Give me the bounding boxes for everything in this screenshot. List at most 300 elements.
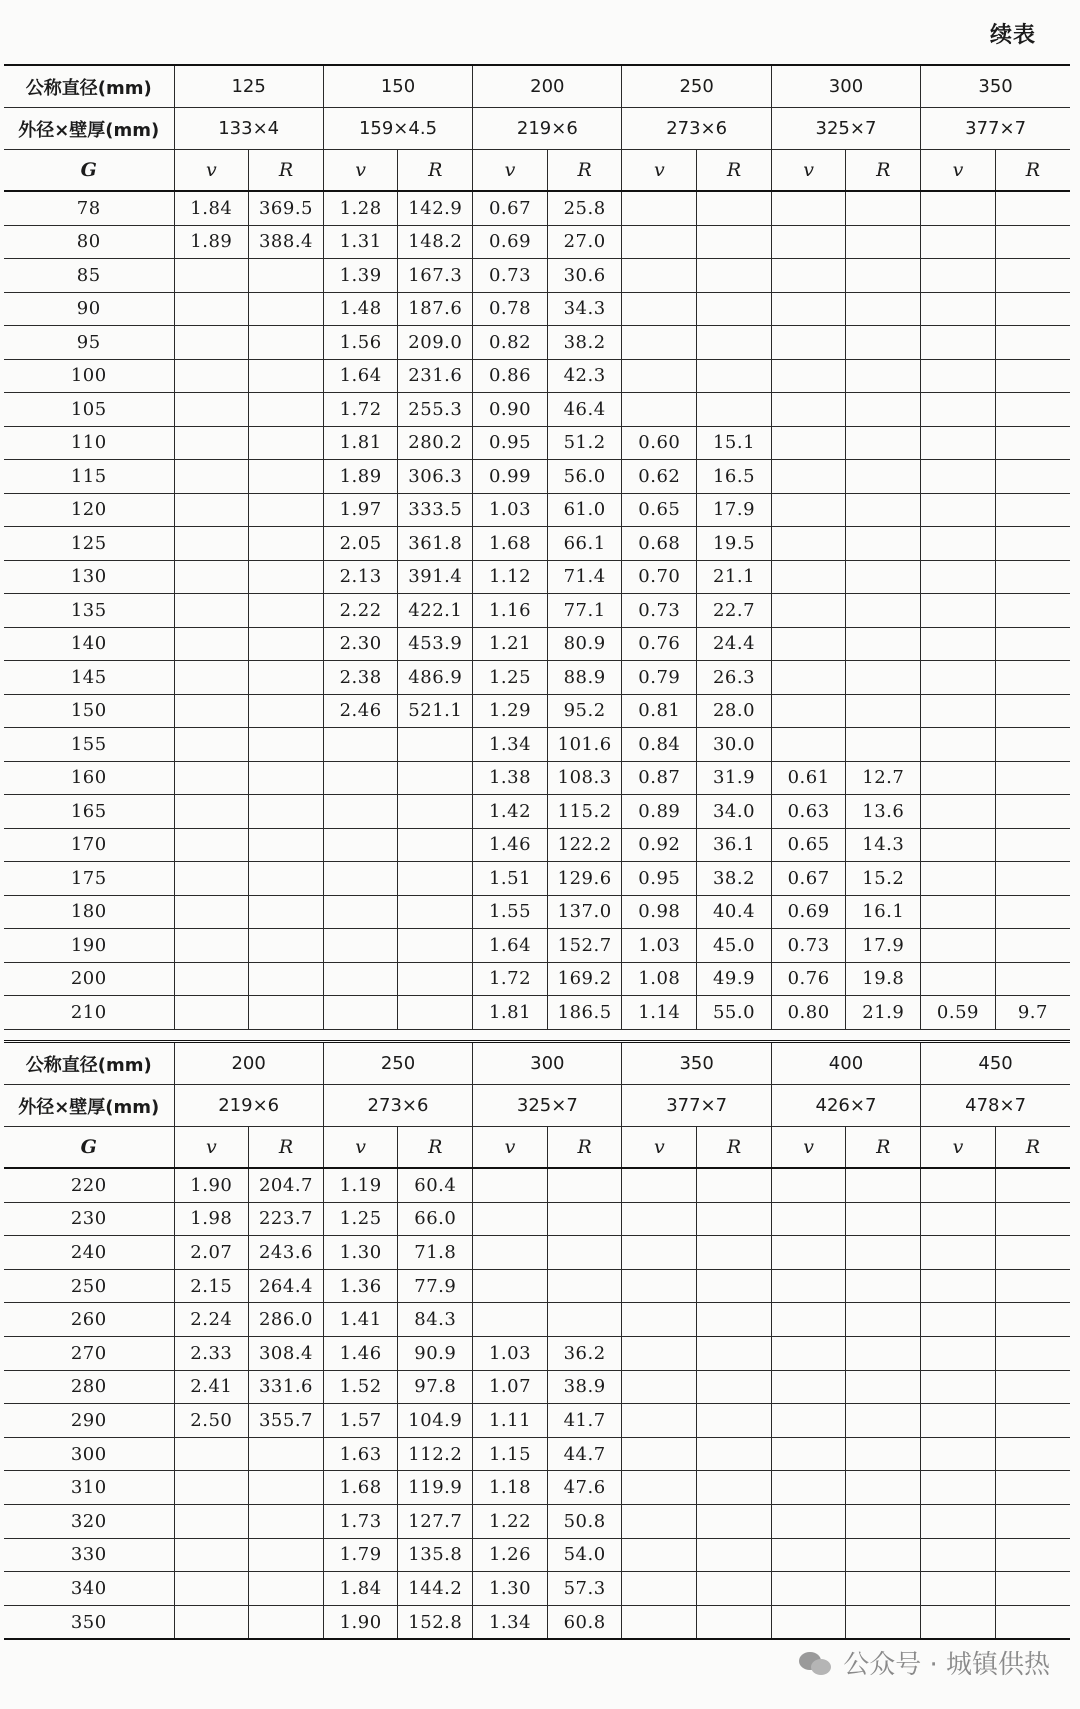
resistance-cell: 42.3	[547, 359, 622, 393]
velocity-cell	[771, 1572, 846, 1606]
velocity-cell: 1.12	[473, 560, 548, 594]
table-row	[4, 929, 1070, 963]
velocity-cell: 1.16	[473, 594, 548, 628]
resistance-cell: 34.3	[547, 292, 622, 326]
velocity-cell: 0.73	[622, 594, 697, 628]
velocity-cell	[771, 1236, 846, 1270]
resistance-cell: 13.6	[846, 795, 921, 829]
flow-rate-cell: 120	[4, 493, 174, 527]
velocity-cell	[174, 862, 249, 896]
velocity-cell: 1.64	[323, 359, 398, 393]
resistance-header: R	[995, 150, 1070, 192]
velocity-cell	[323, 962, 398, 996]
flow-rate-header: G	[4, 150, 174, 192]
velocity-cell: 1.52	[323, 1370, 398, 1404]
velocity-cell	[921, 1471, 996, 1505]
pipe-size-label: 外径×壁厚(mm)	[4, 108, 174, 150]
flow-rate-cell: 130	[4, 560, 174, 594]
flow-rate-cell: 350	[4, 1605, 174, 1639]
velocity-cell	[323, 761, 398, 795]
resistance-cell	[846, 326, 921, 360]
table-row	[4, 1572, 1070, 1606]
velocity-cell: 2.24	[174, 1303, 249, 1337]
velocity-cell	[473, 1236, 548, 1270]
velocity-cell	[323, 929, 398, 963]
resistance-cell: 422.1	[398, 594, 473, 628]
velocity-cell	[771, 359, 846, 393]
resistance-cell	[995, 895, 1070, 929]
velocity-cell	[622, 191, 697, 225]
resistance-cell	[846, 1336, 921, 1370]
resistance-cell	[249, 1437, 324, 1471]
nominal-diameter-row	[4, 1042, 1070, 1085]
flow-rate-cell: 260	[4, 1303, 174, 1337]
flow-rate-cell: 80	[4, 225, 174, 259]
table-row	[4, 359, 1070, 393]
resistance-cell	[995, 1605, 1070, 1639]
velocity-cell: 1.90	[174, 1168, 249, 1202]
resistance-cell	[547, 1202, 622, 1236]
pipe-size-row	[4, 1085, 1070, 1127]
velocity-cell: 1.36	[323, 1269, 398, 1303]
velocity-header: v	[473, 1127, 548, 1169]
watermark	[799, 1644, 1050, 1681]
wechat-icon	[799, 1650, 833, 1676]
velocity-cell	[771, 1437, 846, 1471]
resistance-cell: 144.2	[398, 1572, 473, 1606]
resistance-cell	[846, 393, 921, 427]
pipe-size-cell: 478×7	[921, 1085, 1070, 1127]
flow-rate-cell: 160	[4, 761, 174, 795]
velocity-cell: 1.72	[473, 962, 548, 996]
velocity-cell: 0.73	[771, 929, 846, 963]
velocity-cell	[921, 1236, 996, 1270]
flow-rate-cell: 180	[4, 895, 174, 929]
table-row	[4, 996, 1070, 1030]
resistance-cell: 38.9	[547, 1370, 622, 1404]
nominal-diameter-cell: 350	[622, 1042, 771, 1085]
resistance-cell	[697, 1303, 772, 1337]
resistance-cell	[697, 1471, 772, 1505]
resistance-cell: 90.9	[398, 1336, 473, 1370]
resistance-cell	[995, 225, 1070, 259]
velocity-cell: 1.51	[473, 862, 548, 896]
velocity-cell	[771, 1202, 846, 1236]
resistance-cell	[846, 661, 921, 695]
velocity-cell: 0.89	[622, 795, 697, 829]
resistance-cell	[249, 1572, 324, 1606]
velocity-cell	[771, 594, 846, 628]
velocity-cell: 1.25	[323, 1202, 398, 1236]
resistance-cell: 255.3	[398, 393, 473, 427]
velocity-cell: 1.08	[622, 962, 697, 996]
resistance-cell	[846, 1202, 921, 1236]
resistance-cell	[846, 1437, 921, 1471]
resistance-cell: 26.3	[697, 661, 772, 695]
velocity-cell	[174, 594, 249, 628]
resistance-cell	[995, 1572, 1070, 1606]
resistance-cell: 44.7	[547, 1437, 622, 1471]
velocity-cell	[921, 728, 996, 762]
resistance-cell	[249, 962, 324, 996]
resistance-cell: 388.4	[249, 225, 324, 259]
resistance-cell	[846, 1404, 921, 1438]
table-row	[4, 1437, 1070, 1471]
column-label-row	[4, 150, 1070, 192]
resistance-cell	[995, 1437, 1070, 1471]
resistance-cell: 9.7	[995, 996, 1070, 1030]
resistance-cell: 521.1	[398, 694, 473, 728]
resistance-cell	[398, 862, 473, 896]
table-row	[4, 1471, 1070, 1505]
resistance-cell: 30.6	[547, 259, 622, 293]
resistance-cell	[547, 1303, 622, 1337]
resistance-cell: 30.0	[697, 728, 772, 762]
resistance-cell	[697, 225, 772, 259]
velocity-cell	[771, 728, 846, 762]
resistance-cell: 22.7	[697, 594, 772, 628]
velocity-cell	[921, 694, 996, 728]
table-row	[4, 426, 1070, 460]
resistance-cell	[846, 527, 921, 561]
resistance-cell	[846, 493, 921, 527]
flow-rate-cell: 145	[4, 661, 174, 695]
velocity-cell	[174, 694, 249, 728]
velocity-cell	[771, 493, 846, 527]
velocity-cell	[174, 527, 249, 561]
velocity-cell: 1.46	[473, 828, 548, 862]
resistance-cell	[995, 191, 1070, 225]
resistance-cell	[697, 1269, 772, 1303]
velocity-cell	[622, 1370, 697, 1404]
resistance-cell	[697, 1236, 772, 1270]
velocity-cell: 0.82	[473, 326, 548, 360]
resistance-cell	[846, 292, 921, 326]
resistance-cell	[398, 929, 473, 963]
velocity-cell	[921, 326, 996, 360]
resistance-cell: 129.6	[547, 862, 622, 896]
resistance-cell	[995, 259, 1070, 293]
flow-rate-cell: 140	[4, 627, 174, 661]
resistance-cell: 127.7	[398, 1504, 473, 1538]
velocity-cell	[323, 828, 398, 862]
resistance-cell	[697, 292, 772, 326]
resistance-cell	[995, 560, 1070, 594]
resistance-cell: 135.8	[398, 1538, 473, 1572]
velocity-cell: 1.72	[323, 393, 398, 427]
flow-rate-cell: 290	[4, 1404, 174, 1438]
pipe-size-cell: 219×6	[174, 1085, 323, 1127]
resistance-cell	[398, 728, 473, 762]
resistance-cell	[249, 259, 324, 293]
resistance-cell: 47.6	[547, 1471, 622, 1505]
resistance-cell	[249, 661, 324, 695]
nominal-diameter-cell: 200	[473, 65, 622, 108]
velocity-cell: 2.05	[323, 527, 398, 561]
resistance-cell	[995, 1202, 1070, 1236]
velocity-cell: 2.13	[323, 560, 398, 594]
velocity-cell: 1.29	[473, 694, 548, 728]
resistance-cell: 19.5	[697, 527, 772, 561]
velocity-cell: 0.70	[622, 560, 697, 594]
nominal-diameter-cell: 450	[921, 1042, 1070, 1085]
velocity-cell: 1.68	[323, 1471, 398, 1505]
resistance-cell	[697, 359, 772, 393]
resistance-cell	[995, 962, 1070, 996]
velocity-cell	[921, 460, 996, 494]
velocity-cell	[174, 728, 249, 762]
velocity-cell	[921, 1202, 996, 1236]
resistance-cell	[697, 1336, 772, 1370]
resistance-cell	[995, 326, 1070, 360]
velocity-cell	[921, 393, 996, 427]
velocity-cell	[174, 1471, 249, 1505]
velocity-header: v	[771, 1127, 846, 1169]
table-row	[4, 326, 1070, 360]
resistance-cell	[697, 259, 772, 293]
resistance-cell	[697, 1504, 772, 1538]
resistance-cell: 60.8	[547, 1605, 622, 1639]
resistance-cell: 71.8	[398, 1236, 473, 1270]
resistance-cell	[846, 1504, 921, 1538]
resistance-cell	[249, 795, 324, 829]
velocity-cell: 0.81	[622, 694, 697, 728]
velocity-cell	[771, 326, 846, 360]
velocity-cell	[174, 426, 249, 460]
velocity-cell	[921, 862, 996, 896]
resistance-cell: 25.8	[547, 191, 622, 225]
resistance-cell: 391.4	[398, 560, 473, 594]
resistance-cell	[995, 1370, 1070, 1404]
velocity-cell	[921, 929, 996, 963]
resistance-cell	[995, 527, 1070, 561]
velocity-cell	[323, 728, 398, 762]
resistance-cell	[547, 1236, 622, 1270]
nominal-diameter-cell: 300	[473, 1042, 622, 1085]
velocity-header: v	[622, 1127, 697, 1169]
flow-rate-cell: 170	[4, 828, 174, 862]
velocity-cell	[622, 1471, 697, 1505]
velocity-cell: 1.11	[473, 1404, 548, 1438]
velocity-cell	[174, 895, 249, 929]
flow-rate-cell: 85	[4, 259, 174, 293]
resistance-cell	[249, 426, 324, 460]
resistance-cell: 119.9	[398, 1471, 473, 1505]
resistance-cell	[697, 393, 772, 427]
column-label-row	[4, 1127, 1070, 1169]
pipe-size-cell: 377×7	[921, 108, 1070, 150]
resistance-cell: 61.0	[547, 493, 622, 527]
velocity-cell	[771, 527, 846, 561]
velocity-cell	[771, 1471, 846, 1505]
resistance-cell: 15.1	[697, 426, 772, 460]
velocity-cell	[771, 460, 846, 494]
velocity-cell: 1.57	[323, 1404, 398, 1438]
resistance-cell	[995, 359, 1070, 393]
resistance-cell: 112.2	[398, 1437, 473, 1471]
resistance-cell	[249, 527, 324, 561]
resistance-cell	[846, 359, 921, 393]
resistance-cell	[846, 1269, 921, 1303]
velocity-cell	[771, 1605, 846, 1639]
flow-rate-cell: 230	[4, 1202, 174, 1236]
velocity-cell	[174, 761, 249, 795]
table-row	[4, 259, 1070, 293]
velocity-cell: 1.25	[473, 661, 548, 695]
resistance-cell: 24.4	[697, 627, 772, 661]
table-row	[4, 292, 1070, 326]
velocity-cell	[174, 493, 249, 527]
pipe-size-cell: 325×7	[771, 108, 920, 150]
velocity-cell	[174, 1572, 249, 1606]
velocity-cell	[771, 225, 846, 259]
resistance-cell	[249, 862, 324, 896]
velocity-cell	[174, 929, 249, 963]
flow-rate-cell: 280	[4, 1370, 174, 1404]
resistance-cell	[697, 1168, 772, 1202]
velocity-cell	[622, 1303, 697, 1337]
upper-table	[4, 64, 1070, 1030]
velocity-cell: 0.76	[771, 962, 846, 996]
velocity-cell	[921, 1572, 996, 1606]
velocity-cell: 0.78	[473, 292, 548, 326]
velocity-cell	[622, 1538, 697, 1572]
velocity-cell: 0.95	[473, 426, 548, 460]
resistance-cell	[249, 627, 324, 661]
nominal-diameter-cell: 250	[622, 65, 771, 108]
resistance-cell	[547, 1168, 622, 1202]
resistance-cell: 71.4	[547, 560, 622, 594]
velocity-cell	[921, 895, 996, 929]
velocity-cell	[921, 1404, 996, 1438]
velocity-cell: 1.21	[473, 627, 548, 661]
velocity-header: v	[473, 150, 548, 192]
velocity-cell	[174, 393, 249, 427]
velocity-cell	[622, 1437, 697, 1471]
resistance-cell	[846, 460, 921, 494]
resistance-cell: 148.2	[398, 225, 473, 259]
flow-rate-cell: 115	[4, 460, 174, 494]
resistance-cell: 49.9	[697, 962, 772, 996]
resistance-cell	[995, 1303, 1070, 1337]
velocity-cell: 1.41	[323, 1303, 398, 1337]
velocity-cell: 1.64	[473, 929, 548, 963]
resistance-cell: 231.6	[398, 359, 473, 393]
velocity-cell: 0.95	[622, 862, 697, 896]
resistance-cell	[249, 929, 324, 963]
velocity-cell	[622, 359, 697, 393]
resistance-cell	[249, 359, 324, 393]
velocity-cell	[323, 895, 398, 929]
velocity-cell	[622, 326, 697, 360]
velocity-cell: 2.22	[323, 594, 398, 628]
velocity-cell: 0.62	[622, 460, 697, 494]
resistance-cell: 27.0	[547, 225, 622, 259]
velocity-cell	[622, 1504, 697, 1538]
velocity-cell	[771, 1504, 846, 1538]
resistance-cell: 95.2	[547, 694, 622, 728]
velocity-cell: 0.65	[622, 493, 697, 527]
table-row	[4, 594, 1070, 628]
velocity-cell	[771, 259, 846, 293]
table-row	[4, 393, 1070, 427]
velocity-cell: 1.39	[323, 259, 398, 293]
velocity-cell: 1.30	[473, 1572, 548, 1606]
velocity-cell: 0.63	[771, 795, 846, 829]
lower-table	[4, 1040, 1070, 1640]
resistance-cell	[846, 225, 921, 259]
nominal-diameter-cell: 300	[771, 65, 920, 108]
resistance-cell	[249, 460, 324, 494]
flow-rate-cell: 95	[4, 326, 174, 360]
velocity-header: v	[174, 1127, 249, 1169]
velocity-cell	[921, 259, 996, 293]
flow-rate-cell: 135	[4, 594, 174, 628]
flow-rate-cell: 110	[4, 426, 174, 460]
velocity-cell	[771, 292, 846, 326]
table-row	[4, 1336, 1070, 1370]
nominal-diameter-cell: 250	[323, 1042, 472, 1085]
velocity-cell	[473, 1269, 548, 1303]
resistance-cell	[249, 761, 324, 795]
resistance-cell	[249, 1504, 324, 1538]
resistance-cell	[398, 761, 473, 795]
flow-rate-cell: 240	[4, 1236, 174, 1270]
resistance-header: R	[249, 150, 324, 192]
velocity-cell	[622, 393, 697, 427]
velocity-cell	[921, 493, 996, 527]
velocity-cell	[771, 1168, 846, 1202]
resistance-cell: 46.4	[547, 393, 622, 427]
resistance-cell: 12.7	[846, 761, 921, 795]
resistance-cell: 333.5	[398, 493, 473, 527]
velocity-cell: 0.68	[622, 527, 697, 561]
velocity-cell: 2.30	[323, 627, 398, 661]
velocity-cell	[921, 1504, 996, 1538]
resistance-cell: 21.1	[697, 560, 772, 594]
nominal-diameter-cell: 400	[771, 1042, 920, 1085]
nominal-diameter-cell: 125	[174, 65, 323, 108]
velocity-cell: 1.84	[323, 1572, 398, 1606]
resistance-cell: 453.9	[398, 627, 473, 661]
resistance-cell	[697, 1605, 772, 1639]
resistance-cell: 36.2	[547, 1336, 622, 1370]
velocity-cell: 2.33	[174, 1336, 249, 1370]
velocity-cell: 0.61	[771, 761, 846, 795]
pipe-size-cell: 159×4.5	[323, 108, 472, 150]
velocity-cell	[174, 661, 249, 695]
velocity-cell	[622, 1236, 697, 1270]
resistance-cell: 14.3	[846, 828, 921, 862]
resistance-cell: 16.1	[846, 895, 921, 929]
table-row	[4, 191, 1070, 225]
velocity-cell: 1.68	[473, 527, 548, 561]
resistance-cell: 34.0	[697, 795, 772, 829]
resistance-cell: 308.4	[249, 1336, 324, 1370]
resistance-cell	[995, 493, 1070, 527]
pipe-size-cell: 133×4	[174, 108, 323, 150]
velocity-cell: 0.99	[473, 460, 548, 494]
velocity-cell: 0.80	[771, 996, 846, 1030]
resistance-cell: 486.9	[398, 661, 473, 695]
velocity-cell	[622, 225, 697, 259]
velocity-cell	[174, 996, 249, 1030]
resistance-cell	[846, 1236, 921, 1270]
flow-rate-cell: 300	[4, 1437, 174, 1471]
resistance-cell	[995, 929, 1070, 963]
resistance-cell	[697, 1538, 772, 1572]
velocity-cell	[771, 426, 846, 460]
